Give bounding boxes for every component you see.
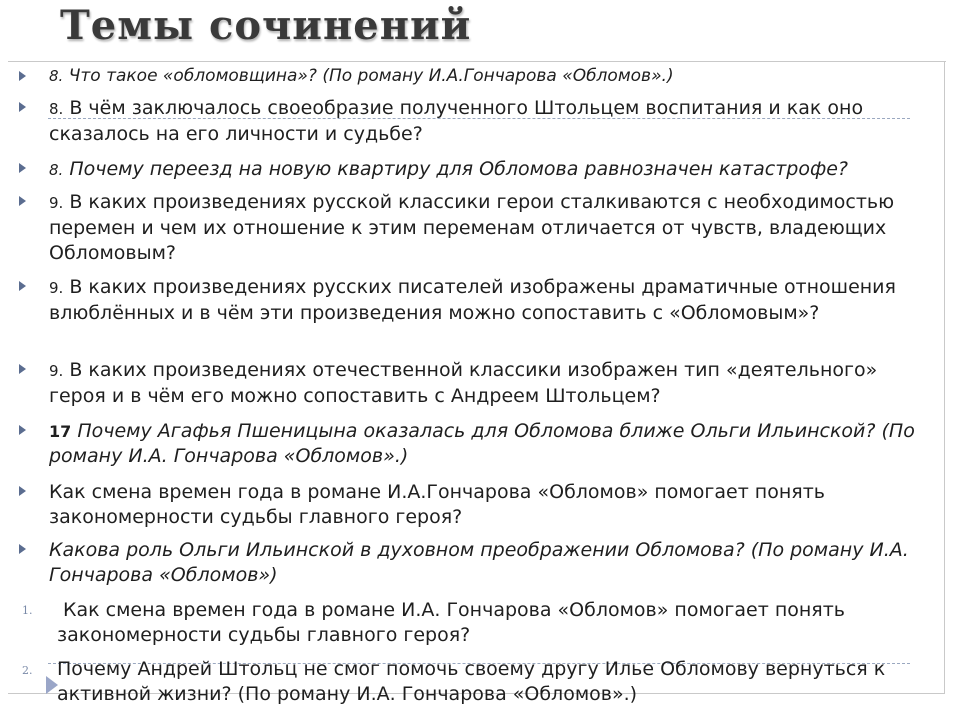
bullet-arrow-icon (19, 544, 26, 554)
list-item (49, 64, 924, 89)
bullet-arrow-icon (19, 486, 26, 496)
item-text: Почему Агафья Пшеницына оказалась для Обломова ближе Ольги Ильинской? (По роману И.А. Гончарова «Обломов».) (49, 420, 915, 467)
item-text: В каких произведениях русских писателей изображены драматичные отношения влюблённых и в чём эти произведения можно сопоставить с «Обломовым»? (49, 276, 896, 324)
item-number: 8. (49, 161, 64, 179)
bullet-arrow-icon (19, 196, 26, 206)
list-item (49, 190, 924, 266)
bullet-arrow-icon (19, 71, 26, 81)
frame-right-border (944, 61, 945, 693)
bullet-arrow-icon (19, 364, 26, 374)
item-text: Как смена времен года в романе И.А.Гончарова «Обломов» помогает понять закономерности судьбы главного героя? (49, 481, 825, 528)
item-number: 8. (49, 100, 64, 118)
item-number: 17 (49, 422, 72, 441)
item-number: 9. (49, 362, 64, 380)
item-text: В чём заключалось своеобразие полученного Штольцем воспитания и как оно сказалось на его личности и судьбе? (49, 97, 864, 145)
item-text: Почему переезд на новую квартиру для Обломова равнозначен катастрофе? (69, 158, 848, 180)
list-item (57, 598, 924, 648)
bullet-arrow-icon (19, 102, 26, 112)
list-item (49, 275, 924, 326)
bullet-arrow-icon (19, 163, 26, 173)
list-item (49, 96, 924, 147)
list-item (49, 157, 924, 183)
item-text: Какова роль Ольги Ильинской в духовном преображении Обломова? (По роману И.А. Гончарова «Обломов») (49, 539, 909, 586)
item-text: Что такое «обломовщина»? (По роману И.А.Гончарова «Обломов».) (68, 66, 674, 86)
item-text: В каких произведениях русской классики герои сталкиваются с необходимостью перемен и чем их отношение к этим переменам отличается от чувств, владеющих Обломовым? (49, 191, 895, 264)
item-number: 8. (49, 67, 64, 85)
item-number: 9. (49, 194, 64, 212)
bullet-arrow-icon (19, 425, 26, 435)
item-text: Как смена времен года в романе И.А. Гончарова «Обломов» помогает понять закономерности судьбы главного героя? (57, 599, 846, 646)
item-text: Почему Андрей Штольц не смог помочь своему другу Илье Обломову вернуться к активной жизни? (По роману И.А. Гончарова «Обломов».) (57, 658, 886, 705)
bullet-arrow-icon (19, 281, 26, 291)
list-item (49, 358, 924, 409)
list-number-marker: 2. (22, 664, 33, 677)
list-number-marker: 1. (22, 604, 33, 617)
list-item (49, 538, 924, 588)
list-item (57, 657, 924, 707)
item-text: В каких произведениях отечественной классики изображен тип «деятельного» героя и в чём его можно сопоставить с Андреем Штольцем? (49, 359, 878, 407)
frame-top-border (8, 61, 946, 62)
list-item (49, 419, 924, 469)
list-item (49, 480, 924, 530)
item-number: 9. (49, 279, 64, 297)
page-title: Темы сочинений (60, 2, 472, 49)
